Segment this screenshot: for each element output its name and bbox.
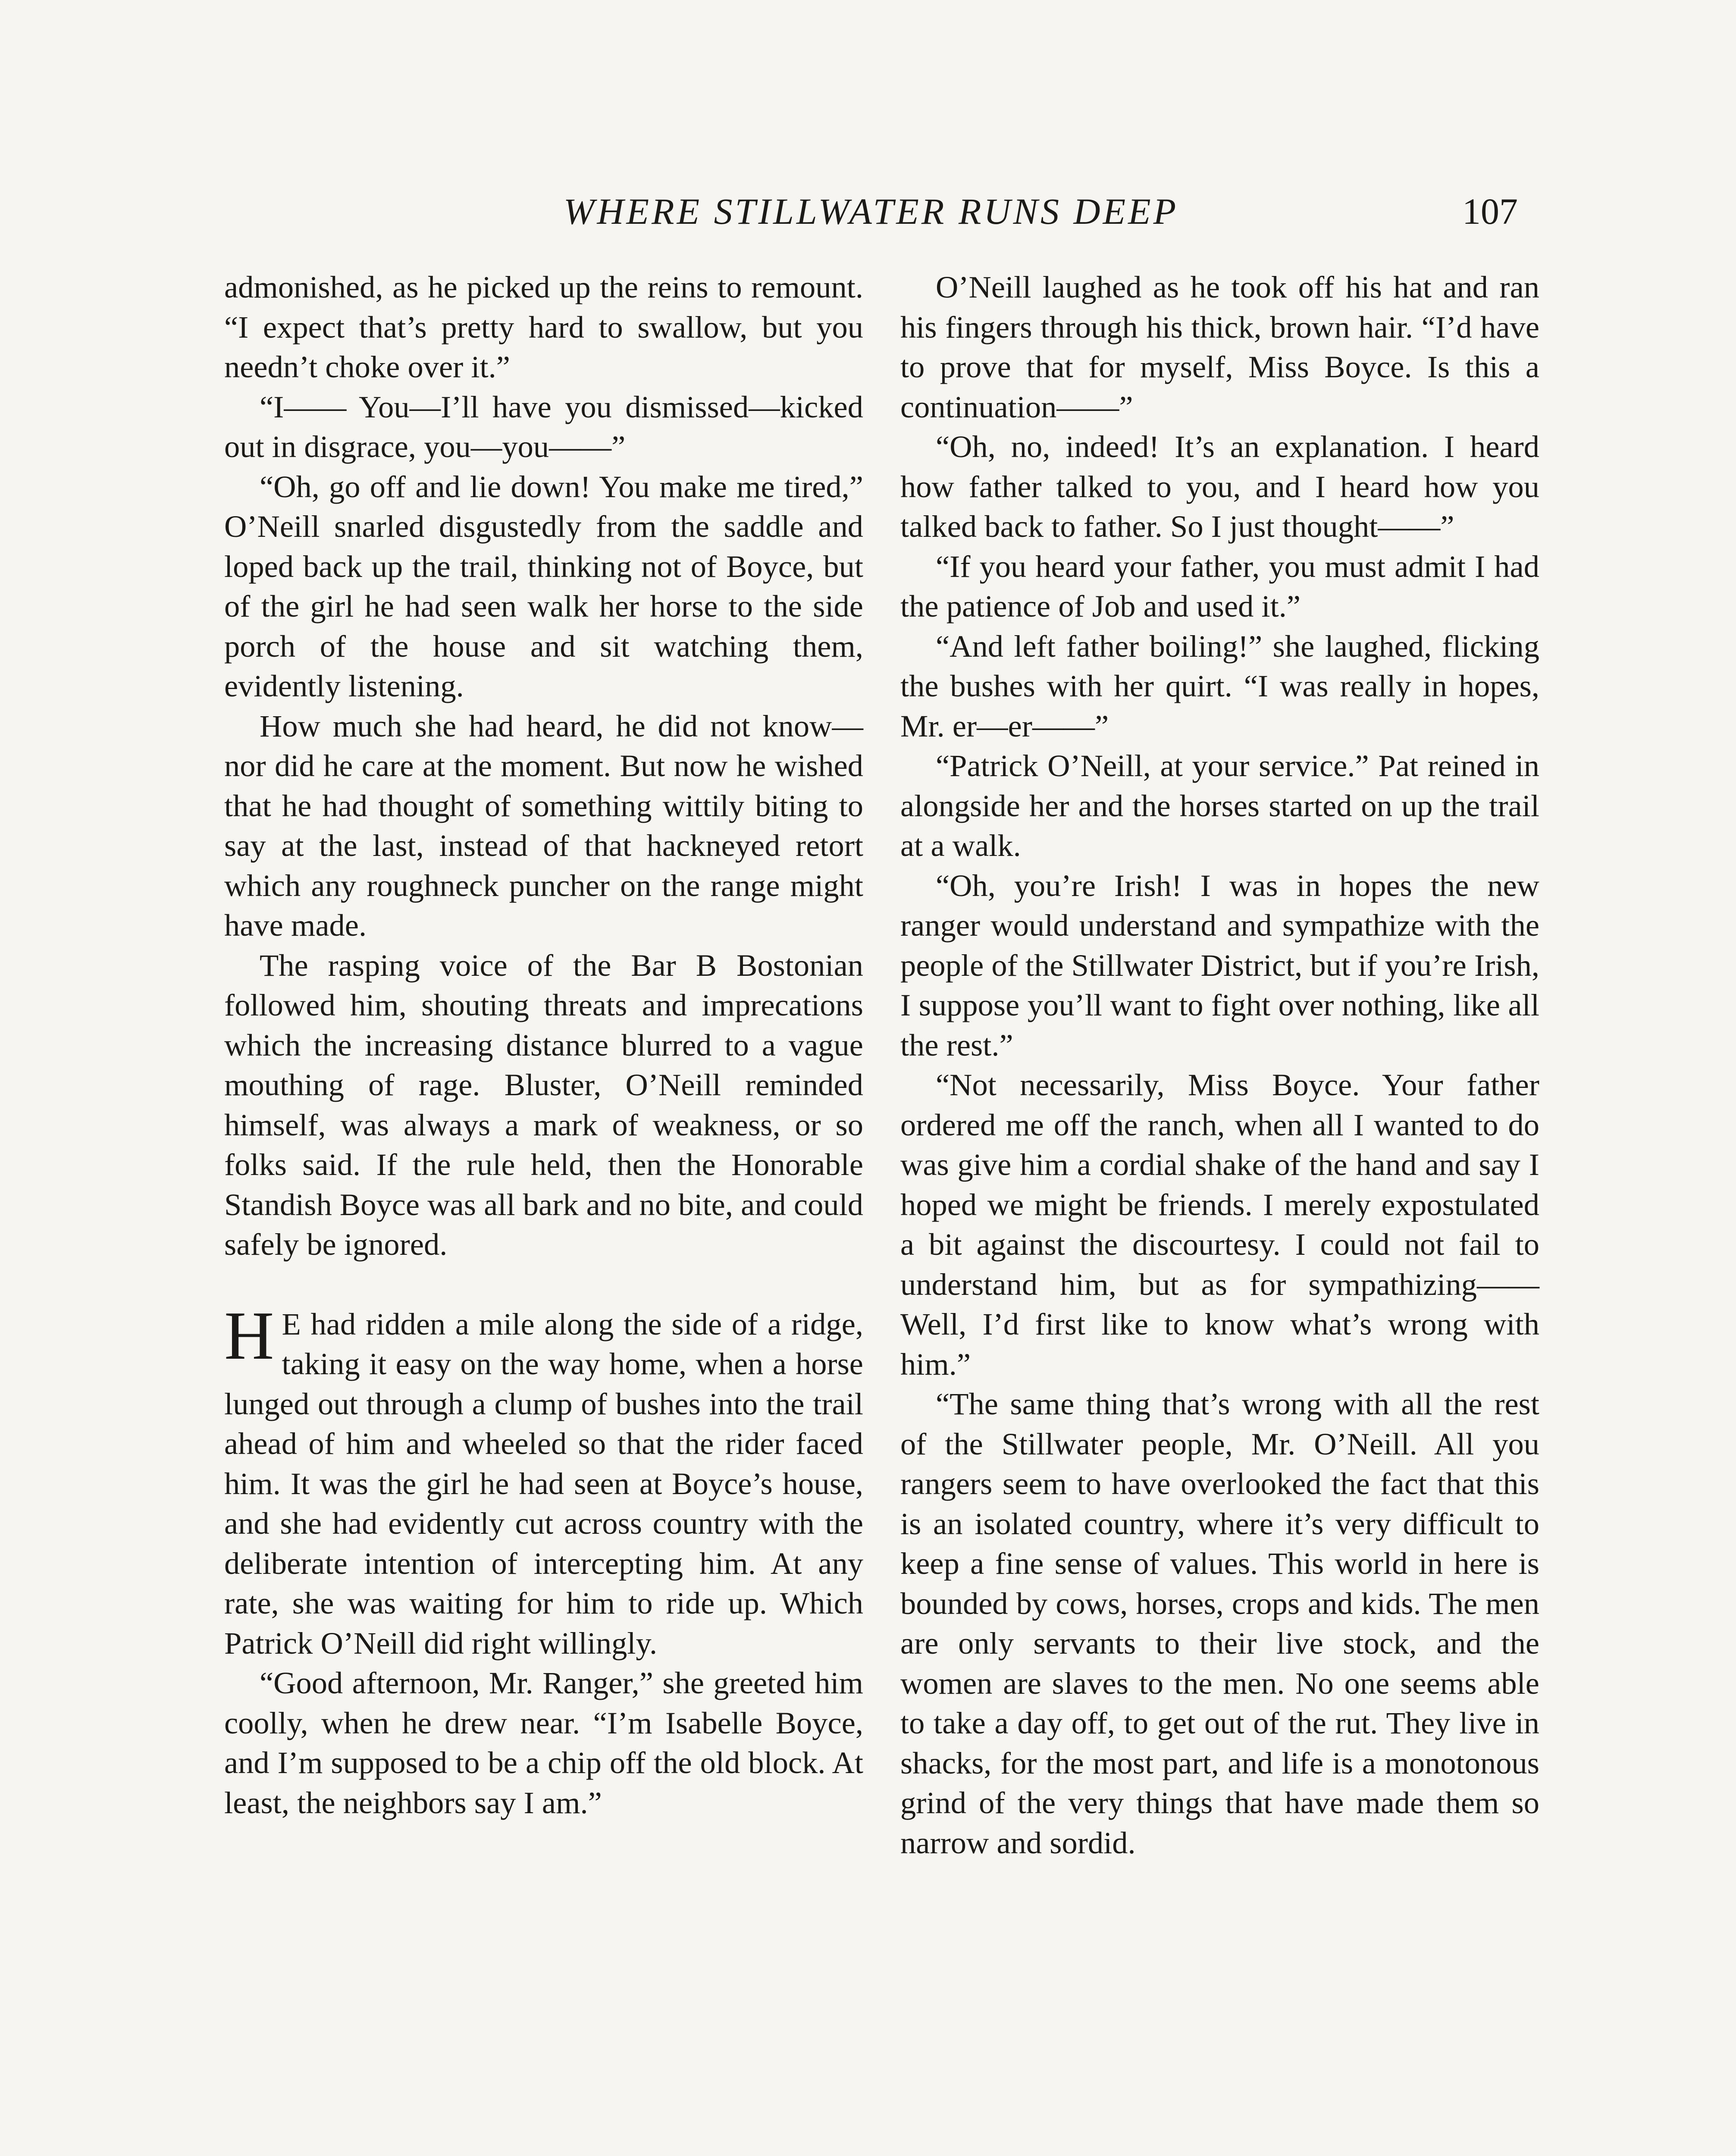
paragraph: “And left father boiling!” she laughed, flicking the bushes with her quirt. “I was really in hopes, Mr. er—er——” xyxy=(900,628,1539,743)
paragraph: “The same thing that’s wrong with all the rest of the Stillwater people, Mr. O’Neill. All you rangers seem to have overlooked the fact that this is an isolated country, where it’s very difficult to keep a fine sense of values. This world in here is bounded by cows, horses, crops and kids. The men are only servants to their live stock, and the women are slaves to the men. No one seems able to take a day off, to get out of the rut. They live in shacks, for the most part, and life is a monotonous grind of the very things that have made them so narrow and sordid. xyxy=(900,1386,1539,1860)
right-column xyxy=(900,267,1539,1863)
paragraph: O’Neill laughed as he took off his hat and ran his fingers through his thick, brown hair. “I’d have to prove that for myself, Miss Boyce. Is this a continuation——” xyxy=(900,270,1539,424)
paragraph-text: E had ridden a mile along the side of a ridge, taking it easy on the way home, when a horse lunged out through a clump of bushes into the trail ahead of him and wheeled so that the rider faced him. It was the girl he had seen at Boyce’s house, and she had evidently cut across country with the deliberate intention of intercepting him. At any rate, she was waiting for him to ride up. Which Patrick O’Neill did right willingly. xyxy=(224,1306,863,1661)
drop-cap: H xyxy=(224,1297,274,1374)
paragraph: “Oh, go off and lie down! You make me tired,” O’Neill snarled disgustedly from the saddle and loped back up the trail, thinking not of Boyce, but of the girl he had seen walk her horse to the side porch of the house and sit watching them, evidently listening. xyxy=(224,469,863,703)
page-header xyxy=(224,185,1518,237)
paragraph: “Good afternoon, Mr. Ranger,” she greeted him coolly, when he drew near. “I’m Isabelle Boyce, and I’m supposed to be a chip off the old block. At least, the neighbors say I am.” xyxy=(224,1665,863,1820)
paragraph: “Not necessarily, Miss Boyce. Your father ordered me off the ranch, when all I wanted to do was give him a cordial shake of the hand and say I hoped we might be friends. I merely expostulated a bit against the discourtesy. I could not fail to understand him, but as for sympathizing—— Well, I’d first like to know what’s wrong with him.” xyxy=(900,1067,1539,1382)
paragraph: “Oh, you’re Irish! I was in hopes the new ranger would understand and sympathize with the people of the Stillwater District, but if you’re Irish, I suppose you’ll want to fight over nothing, like all the rest.” xyxy=(900,868,1539,1062)
page-number: 107 xyxy=(1462,191,1518,232)
paragraph: “I—— You—I’ll have you dismissed—kicked out in disgrace, you—you——” xyxy=(224,389,863,464)
left-column xyxy=(224,267,863,1823)
paragraph: The rasping voice of the Bar B Bostonian followed him, shouting threats and imprecations which the increasing distance blurred to a vague mouthing of rage. Bluster, O’Neill reminded himself, was always a mark of weakness, or so folks said. If the rule held, then the Honorable Standish Boyce was all bark and no bite, and could safely be ignored. xyxy=(224,947,863,1262)
section-opening-paragraph xyxy=(224,1297,863,1664)
paragraph: How much she had heard, he did not know—nor did he care at the moment. But now he wished that he had thought of something wittily biting to say at the last, instead of that hackneyed retort which any roughneck puncher on the range might have made. xyxy=(224,708,863,943)
paragraph: “Oh, no, indeed! It’s an explanation. I heard how father talked to you, and I heard how you talked back to father. So I just thought——” xyxy=(900,429,1539,544)
paragraph: “Patrick O’Neill, at your service.” Pat reined in alongside her and the horses started on up the trail at a walk. xyxy=(900,748,1539,863)
running-title: WHERE STILLWATER RUNS DEEP xyxy=(563,191,1179,232)
paragraph: admonished, as he picked up the reins to remount. “I expect that’s pretty hard to swallow, but you needn’t choke over it.” xyxy=(224,270,863,384)
paragraph: “If you heard your father, you must admit I had the patience of Job and used it.” xyxy=(900,548,1539,624)
